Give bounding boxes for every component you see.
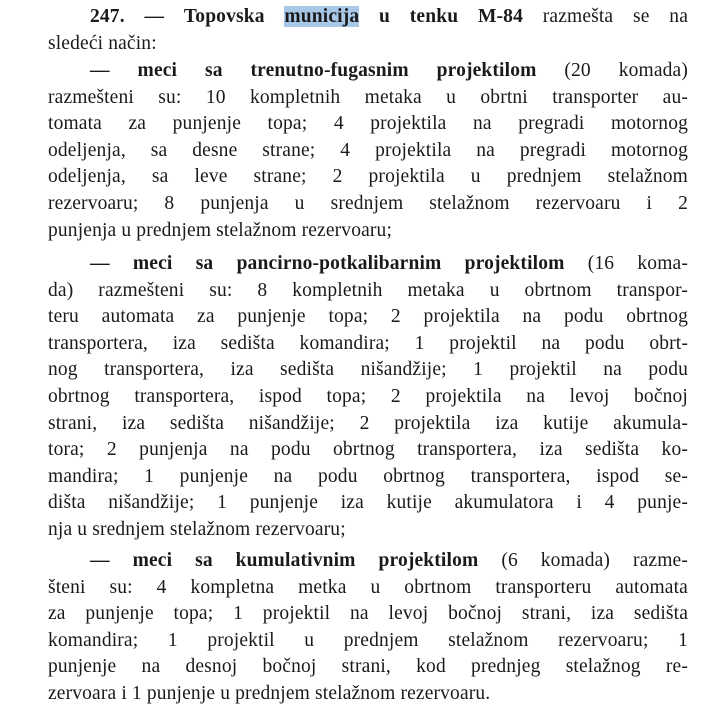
- paragraph-number: 247.: [90, 6, 125, 27]
- highlighted-search-term: municija: [284, 6, 360, 27]
- subheading: meci sa pancirno-potkalibarnim projektilom: [132, 253, 565, 274]
- paragraph-line: da) razmešteni su: 8 kompletnih metaka u obrtnom transpor-: [48, 279, 688, 301]
- title-text: Topovska: [183, 6, 265, 27]
- body-text: razmešta se na: [542, 6, 688, 27]
- paragraph-line: [48, 58, 688, 85]
- paragraph-line: komandira; 1 projektil u prednjem stelažnom rezervoaru; 1: [48, 629, 688, 651]
- body-text: (16 koma-: [587, 253, 688, 274]
- paragraph-line: [48, 548, 688, 575]
- paragraph-line: strani, iza sedišta nišandžije; 2 projektila iza kutije akumula-: [48, 412, 688, 434]
- paragraph-line: odeljenja, sa desne strane; 4 projektila na pregradi motornog: [48, 139, 688, 161]
- paragraph-line: teru automata za punjenje topa; 2 projektila na podu obrtnog: [48, 306, 688, 328]
- subheading: meci sa kumulativnim projektilom: [132, 550, 479, 571]
- paragraph-line: nja u srednjem stelažnom rezervoaru;: [48, 518, 346, 540]
- paragraph-line: [48, 4, 688, 31]
- paragraph-line: [48, 251, 688, 278]
- paragraph-line: nog transportera, iza sedišta nišandžije; 1 projektil na podu: [48, 359, 688, 381]
- dash: —: [90, 253, 110, 274]
- paragraph-line: šteni su: 4 kompletna metka u obrtnom transporteru automata: [48, 576, 688, 598]
- paragraph-line: transportera, iza sedišta komandira; 1 projektil na podu obrt-: [48, 332, 688, 354]
- paragraph-line: tora; 2 punjenja na podu obrtnog transportera, iza sedišta ko-: [48, 439, 688, 461]
- paragraph-kumul: [48, 548, 688, 708]
- paragraph-fugas: [48, 58, 688, 244]
- paragraph-line: zervoara i 1 punjenje u prednjem stelažnom rezervoaru.: [48, 682, 491, 704]
- paragraph-line: dišta nišandžije; 1 punjenje iza kutije akumulatora i 4 punje-: [48, 492, 688, 514]
- dash: —: [144, 6, 165, 27]
- title-text: u tenku M-84: [379, 6, 523, 27]
- body-text: (20 komada): [564, 60, 688, 81]
- paragraph-line: odeljenja, sa leve strane; 2 projektila u prednjem stelažnom: [48, 166, 688, 188]
- paragraph-line: mandira; 1 punjenje na podu obrtnog transportera, ispod se-: [48, 465, 688, 487]
- paragraph-line: za punjenje topa; 1 projektil na levoj bočnoj strani, iza sedišta: [48, 603, 688, 625]
- paragraph-line: punjenja u prednjem stelažnom rezervoaru;: [48, 219, 393, 241]
- paragraph-line: obrtnog transportera, ispod topa; 2 projektila na levoj bočnoj: [48, 385, 688, 407]
- paragraph-pancir: [48, 251, 688, 544]
- subheading: meci sa trenutno-fugasnim projektilom: [137, 60, 537, 81]
- paragraph-line: rezervoaru; 8 punjenja u srednjem stelažnom rezervoaru i 2: [48, 192, 688, 214]
- paragraph-line: tomata za punjenje topa; 4 projektila na pregradi motornog: [48, 113, 688, 135]
- paragraph-line: sledeći način:: [48, 32, 157, 54]
- paragraph-line: punjenje na desnoj bočnoj strani, kod prednjeg stelažnog re-: [48, 656, 688, 678]
- dash: —: [90, 550, 110, 571]
- body-text: (6 komada) razme-: [501, 550, 688, 571]
- dash: —: [90, 60, 110, 81]
- paragraph-line: razmešteni su: 10 kompletnih metaka u obrtni transporter au-: [48, 86, 688, 108]
- paragraph-247: [48, 4, 688, 57]
